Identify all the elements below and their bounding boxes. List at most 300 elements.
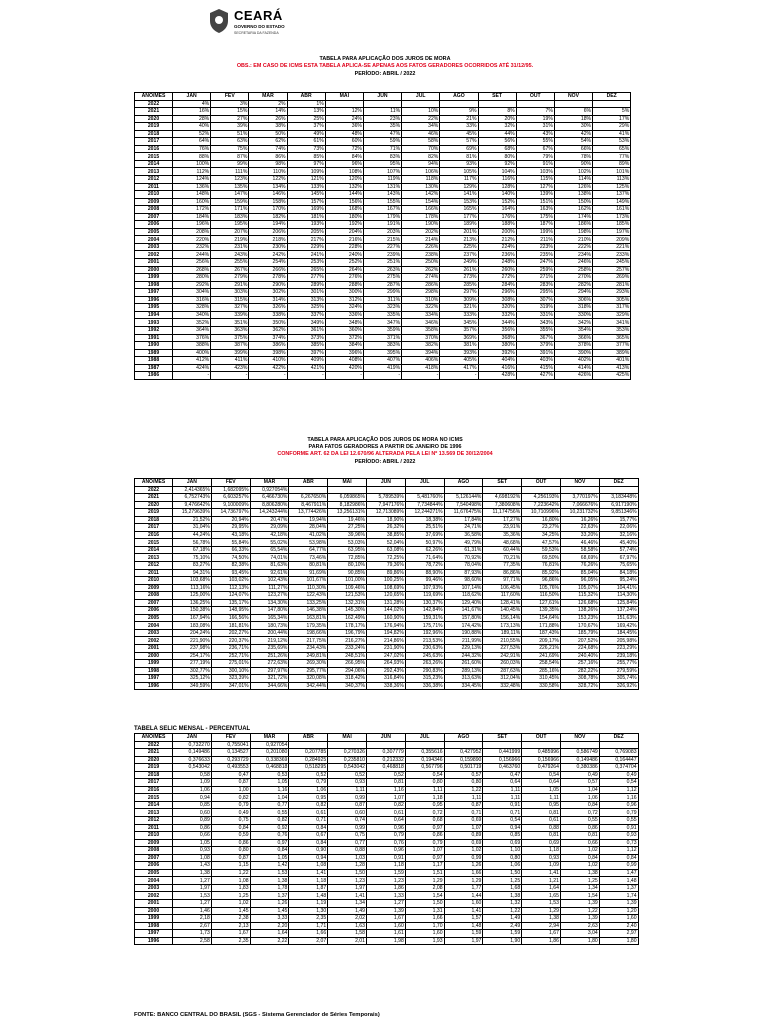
value-cell: 1,11 — [405, 786, 444, 794]
value-cell: 0,72 — [560, 809, 599, 817]
value-cell: 364% — [173, 326, 211, 334]
value-cell: 232% — [173, 243, 211, 251]
value-cell: 74,01% — [250, 554, 289, 562]
value-cell: 1,60 — [599, 915, 638, 923]
year-cell: 2011 — [135, 569, 173, 577]
value-cell: 244% — [173, 251, 211, 259]
table-row — [135, 682, 639, 690]
value-cell: 3,04 — [560, 930, 599, 938]
value-cell: 0,92 — [250, 824, 289, 832]
value-cell: 0,485996 — [522, 749, 561, 757]
table-row — [135, 614, 639, 622]
value-cell: 249% — [440, 259, 478, 267]
value-cell: 185% — [593, 221, 631, 229]
year-cell: 2019 — [135, 764, 173, 772]
value-cell: 0,207785 — [289, 749, 328, 757]
value-cell: 0,52 — [366, 771, 405, 779]
value-cell: 14,243244% — [250, 509, 289, 517]
value-cell: 140% — [478, 191, 516, 199]
value-cell: 118% — [402, 176, 440, 184]
table-row — [135, 319, 631, 327]
value-cell: 55,02% — [250, 539, 289, 547]
value-cell: 7,066676% — [560, 501, 599, 509]
value-cell: 83% — [363, 153, 401, 161]
column-header: JUN — [366, 479, 405, 487]
value-cell: 129% — [440, 183, 478, 191]
value-cell — [328, 741, 367, 749]
value-cell: 214% — [402, 236, 440, 244]
value-cell: 101,00% — [328, 577, 367, 585]
value-cell: 0,79 — [211, 801, 250, 809]
year-cell: 2016 — [135, 786, 173, 794]
brand-subtitle: GOVERNO DO ESTADO — [234, 24, 285, 29]
value-cell: 43,18% — [211, 531, 250, 539]
value-cell: 45,40% — [599, 539, 638, 547]
value-cell: 341% — [593, 319, 631, 327]
value-cell: 2,414365% — [173, 486, 212, 494]
value-cell: 1,17 — [405, 862, 444, 870]
value-cell: 1,02 — [560, 847, 599, 855]
year-cell: 2022 — [135, 100, 173, 108]
value-cell: 87% — [211, 153, 249, 161]
value-cell — [363, 100, 401, 108]
value-cell: 125% — [593, 183, 631, 191]
value-cell: 273% — [440, 274, 478, 282]
value-cell: 84,18% — [599, 569, 638, 577]
value-cell: 0,79 — [405, 839, 444, 847]
value-cell: 257,16% — [560, 660, 599, 668]
year-cell: 2004 — [135, 877, 173, 885]
value-cell: 125,84% — [599, 599, 638, 607]
column-header: MAI — [325, 93, 363, 101]
value-cell: 185,79% — [560, 629, 599, 637]
value-cell: 249,81% — [289, 652, 328, 660]
value-cell: 136% — [173, 183, 211, 191]
year-cell: 1991 — [135, 334, 173, 342]
value-cell: 375% — [211, 334, 249, 342]
value-cell: 123,27% — [250, 592, 289, 600]
value-cell: 227% — [363, 243, 401, 251]
table-row — [135, 289, 631, 297]
value-cell: 184% — [173, 213, 211, 221]
year-cell: 2005 — [135, 228, 173, 236]
table-row — [135, 326, 631, 334]
value-cell: 423% — [211, 364, 249, 372]
value-cell: 301% — [287, 289, 325, 297]
value-cell: 78% — [554, 153, 592, 161]
value-cell: 1,97 — [328, 884, 367, 892]
value-cell: 12% — [325, 108, 363, 116]
value-cell: 10,710996% — [522, 509, 561, 517]
value-cell: 0,64 — [483, 779, 522, 787]
value-cell: 0,47 — [211, 771, 250, 779]
value-cell: 397% — [287, 349, 325, 357]
value-cell: 1,19 — [289, 900, 328, 908]
value-cell: 205,98% — [599, 637, 638, 645]
table-row — [135, 809, 639, 817]
value-cell: 2,20 — [250, 922, 289, 930]
value-cell: 94% — [402, 160, 440, 168]
value-cell: 1,57 — [444, 915, 483, 923]
value-cell: 415% — [516, 364, 554, 372]
year-cell: 2004 — [135, 236, 173, 244]
table-row — [135, 907, 639, 915]
value-cell: 55,84% — [211, 539, 250, 547]
value-cell: 116% — [478, 176, 516, 184]
value-cell: 1,73 — [173, 930, 212, 938]
value-cell: 0,64 — [522, 779, 561, 787]
value-cell: 4,698192% — [483, 494, 522, 502]
value-cell: 1,20 — [599, 907, 638, 915]
value-cell: 1,51 — [405, 869, 444, 877]
value-cell: 0,49 — [599, 771, 638, 779]
value-cell: 3,183448% — [599, 494, 638, 502]
year-cell: 1992 — [135, 326, 173, 334]
value-cell: 6,917190% — [599, 501, 638, 509]
value-cell: 261% — [440, 266, 478, 274]
value-cell: 217% — [287, 236, 325, 244]
value-cell: 0,518295 — [289, 764, 328, 772]
value-cell: 1,11 — [522, 794, 561, 802]
table-row — [135, 296, 631, 304]
value-cell: 0,66 — [560, 839, 599, 847]
value-cell: 21% — [440, 115, 478, 123]
value-cell: 194% — [249, 221, 287, 229]
table-row — [135, 304, 631, 312]
value-cell: 1,48 — [289, 892, 328, 900]
value-cell — [483, 741, 522, 749]
value-cell: 1,47 — [599, 869, 638, 877]
table-row — [135, 213, 631, 221]
value-cell: 1,50 — [483, 869, 522, 877]
value-cell: 91,69% — [289, 569, 328, 577]
value-cell: 378% — [554, 342, 592, 350]
value-cell: 2,38 — [211, 915, 250, 923]
value-cell: 19,46% — [328, 516, 367, 524]
value-cell: 69,50% — [522, 554, 561, 562]
year-cell: 2003 — [135, 884, 173, 892]
value-cell: 0,77 — [250, 801, 289, 809]
value-cell: 130,37% — [405, 599, 444, 607]
value-cell: 262% — [402, 266, 440, 274]
value-cell: 132% — [325, 183, 363, 191]
year-cell: 2019 — [135, 123, 173, 131]
table2-juros-icms — [134, 478, 639, 690]
value-cell: 44,24% — [173, 531, 212, 539]
value-cell: 285,16% — [522, 667, 561, 675]
value-cell: 114,30% — [599, 592, 638, 600]
value-cell: 305% — [593, 296, 631, 304]
value-cell: 0,156966 — [483, 756, 522, 764]
value-cell: 1,03 — [328, 854, 367, 862]
value-cell: 104,41% — [599, 584, 638, 592]
value-cell: 1,54 — [405, 892, 444, 900]
table-row — [135, 372, 631, 380]
value-cell: 74% — [249, 145, 287, 153]
column-header: DEZ — [593, 93, 631, 101]
value-cell: 336,38% — [405, 682, 444, 690]
value-cell: 3,770197% — [560, 494, 599, 502]
year-cell: 2018 — [135, 516, 173, 524]
value-cell: 279,59% — [599, 667, 638, 675]
value-cell — [444, 486, 483, 494]
table-row — [135, 756, 639, 764]
value-cell: 410% — [249, 357, 287, 365]
value-cell: 315% — [211, 296, 249, 304]
value-cell: 1,16 — [250, 786, 289, 794]
value-cell: 142% — [402, 191, 440, 199]
value-cell: 0,380386 — [560, 764, 599, 772]
value-cell: 119,69% — [405, 592, 444, 600]
value-cell: 343% — [516, 319, 554, 327]
value-cell: 154,64% — [522, 614, 561, 622]
value-cell: 1,38 — [560, 869, 599, 877]
value-cell: 0,95 — [405, 801, 444, 809]
value-cell: 126,68% — [560, 599, 599, 607]
value-cell: 335% — [363, 311, 401, 319]
value-cell: 128,41% — [483, 599, 522, 607]
value-cell: 33,20% — [560, 531, 599, 539]
value-cell: 1,41 — [289, 869, 328, 877]
value-cell: 0,732270 — [173, 741, 212, 749]
value-cell: 96,05% — [560, 577, 599, 585]
value-cell: 384% — [325, 342, 363, 350]
value-cell: 40% — [173, 123, 211, 131]
value-cell: 1,18 — [366, 862, 405, 870]
value-cell: 243% — [211, 251, 249, 259]
value-cell: 0,84 — [289, 824, 328, 832]
value-cell: 0,49 — [560, 771, 599, 779]
value-cell: 1,53 — [522, 900, 561, 908]
value-cell: 402% — [554, 357, 592, 365]
value-cell: 1,61 — [366, 930, 405, 938]
value-cell: 19,94% — [289, 516, 328, 524]
value-cell: 61,31% — [444, 546, 483, 554]
value-cell: 0,97 — [405, 854, 444, 862]
value-cell: 92% — [478, 160, 516, 168]
table-row — [135, 281, 631, 289]
value-cell: 0,59 — [211, 832, 250, 840]
value-cell: 157% — [287, 198, 325, 206]
year-cell: 2014 — [135, 160, 173, 168]
value-cell: 426% — [554, 372, 592, 380]
value-cell: 383% — [363, 342, 401, 350]
value-cell: 0,69 — [444, 817, 483, 825]
value-cell: 228% — [325, 243, 363, 251]
year-cell: 2001 — [135, 259, 173, 267]
value-cell: 196% — [173, 221, 211, 229]
year-cell: 2005 — [135, 869, 173, 877]
value-cell: 223,29% — [599, 645, 638, 653]
value-cell: 12,244271% — [405, 509, 444, 517]
year-cell: 1998 — [135, 281, 173, 289]
value-cell: 1,08 — [289, 862, 328, 870]
value-cell: 0,91 — [366, 854, 405, 862]
value-cell: 1,04 — [250, 794, 289, 802]
table-row — [135, 645, 639, 653]
value-cell: 8,806280% — [250, 501, 289, 509]
value-cell: 0,79 — [599, 809, 638, 817]
value-cell: 0,68 — [405, 817, 444, 825]
value-cell: 362% — [249, 326, 287, 334]
year-cell: 2009 — [135, 198, 173, 206]
value-cell: 0,164447 — [599, 756, 638, 764]
value-cell: 1,25 — [560, 877, 599, 885]
value-cell: 210,55% — [483, 637, 522, 645]
value-cell: 308% — [478, 296, 516, 304]
value-cell: 293% — [593, 289, 631, 297]
value-cell: 0,96 — [366, 824, 405, 832]
table-row — [135, 922, 639, 930]
value-cell: 201% — [440, 228, 478, 236]
value-cell: 207% — [211, 228, 249, 236]
value-cell: 98,60% — [444, 577, 483, 585]
value-cell: 366% — [554, 334, 592, 342]
value-cell: 177% — [440, 213, 478, 221]
value-cell: 2,02 — [328, 915, 367, 923]
value-cell: 351% — [211, 319, 249, 327]
value-cell: - — [363, 372, 401, 380]
value-cell: 15,279639% — [173, 509, 212, 517]
value-cell: 1,53 — [173, 892, 212, 900]
value-cell: 27,25% — [328, 524, 367, 532]
value-cell: 9,851346% — [599, 509, 638, 517]
column-header: ABR — [287, 93, 325, 101]
value-cell: 388% — [173, 342, 211, 350]
value-cell: 10,231732% — [560, 509, 599, 517]
value-cell: 148,95% — [211, 607, 250, 615]
value-cell: 287% — [363, 281, 401, 289]
value-cell: 29,95% — [211, 524, 250, 532]
value-cell: 31,04% — [173, 524, 212, 532]
value-cell: 400% — [173, 349, 211, 357]
value-cell: 211% — [516, 236, 554, 244]
value-cell: 401% — [593, 357, 631, 365]
value-cell: 35,36% — [483, 531, 522, 539]
column-header: MAI — [328, 734, 367, 742]
value-cell: 324% — [325, 304, 363, 312]
value-cell: 81,63% — [250, 562, 289, 570]
value-cell: 0,84 — [560, 854, 599, 862]
value-cell: 0,293729 — [211, 756, 250, 764]
value-cell: 1,98 — [366, 937, 405, 945]
value-cell: - — [440, 372, 478, 380]
year-cell: 1998 — [135, 922, 173, 930]
value-cell: 62,26% — [405, 546, 444, 554]
value-cell: 77% — [593, 153, 631, 161]
value-cell: 274% — [402, 274, 440, 282]
value-cell: 96,86% — [522, 577, 561, 585]
value-cell: 230,63% — [405, 645, 444, 653]
value-cell: 0,93 — [522, 854, 561, 862]
value-cell: 0,60 — [173, 809, 212, 817]
value-cell: 1,06 — [173, 786, 212, 794]
value-cell: 229,13% — [444, 645, 483, 653]
value-cell: 6,752743% — [173, 494, 212, 502]
value-cell: 2,18 — [173, 915, 212, 923]
value-cell: 248,51% — [328, 652, 367, 660]
value-cell: 88,90% — [405, 569, 444, 577]
value-cell: 1,41 — [328, 892, 367, 900]
value-cell: 69% — [440, 145, 478, 153]
value-cell: 56% — [478, 138, 516, 146]
value-cell: 1,06 — [289, 786, 328, 794]
value-cell: 358% — [402, 326, 440, 334]
year-cell: 1996 — [135, 682, 173, 690]
value-cell: 206% — [249, 228, 287, 236]
value-cell: 347,01% — [211, 682, 250, 690]
value-cell: 0,87 — [211, 854, 250, 862]
value-cell: 10% — [402, 108, 440, 116]
value-cell: 63,95% — [328, 546, 367, 554]
value-cell: 155% — [363, 198, 401, 206]
value-cell: 122,43% — [289, 592, 328, 600]
value-cell: 42% — [554, 130, 592, 138]
value-cell: 154% — [402, 198, 440, 206]
value-cell: 179,35% — [289, 622, 328, 630]
value-cell: 1,16 — [366, 786, 405, 794]
value-cell: 0,75 — [328, 832, 367, 840]
value-cell: 85% — [287, 153, 325, 161]
value-cell: 421% — [287, 364, 325, 372]
value-cell: 413% — [593, 364, 631, 372]
value-cell: 39% — [211, 123, 249, 131]
value-cell: 266% — [249, 266, 287, 274]
table-row — [135, 862, 639, 870]
value-cell: 0,235810 — [328, 756, 367, 764]
value-cell: 1,06 — [560, 794, 599, 802]
value-cell: 1,50 — [405, 900, 444, 908]
value-cell: 188% — [478, 221, 516, 229]
value-cell: 107% — [363, 168, 401, 176]
table-row — [135, 108, 631, 116]
value-cell: 258,54% — [522, 660, 561, 668]
value-cell: 1,34 — [328, 900, 367, 908]
value-cell: 1,33 — [366, 892, 405, 900]
value-cell: 165,34% — [250, 614, 289, 622]
column-header: FEV — [211, 734, 250, 742]
table-row — [135, 228, 631, 236]
value-cell: 1,26 — [250, 900, 289, 908]
value-cell: 363% — [211, 326, 249, 334]
value-cell: 7% — [516, 108, 554, 116]
value-cell: 212% — [478, 236, 516, 244]
value-cell: 326% — [249, 304, 287, 312]
value-cell: 241,69% — [522, 652, 561, 660]
value-cell: 0,194346 — [405, 756, 444, 764]
year-cell: 1997 — [135, 930, 173, 938]
year-cell: 1993 — [135, 319, 173, 327]
value-cell: 1,27 — [366, 900, 405, 908]
value-cell: 0,927054% — [250, 486, 289, 494]
value-cell: 1,64 — [250, 930, 289, 938]
value-cell: 102,43% — [250, 577, 289, 585]
value-cell: 219% — [211, 236, 249, 244]
value-cell: 0,93 — [173, 847, 212, 855]
value-cell: 1,08 — [173, 854, 212, 862]
value-cell: 147% — [211, 191, 249, 199]
year-cell: 2006 — [135, 607, 173, 615]
value-cell: 302,77% — [173, 667, 212, 675]
value-cell: 170% — [249, 206, 287, 214]
value-cell: 371% — [363, 334, 401, 342]
value-cell: 370% — [402, 334, 440, 342]
value-cell: 1,41 — [522, 869, 561, 877]
value-cell: 386% — [249, 342, 287, 350]
value-cell: 1,22 — [560, 907, 599, 915]
value-cell: 158% — [249, 198, 287, 206]
value-cell: 392% — [478, 349, 516, 357]
